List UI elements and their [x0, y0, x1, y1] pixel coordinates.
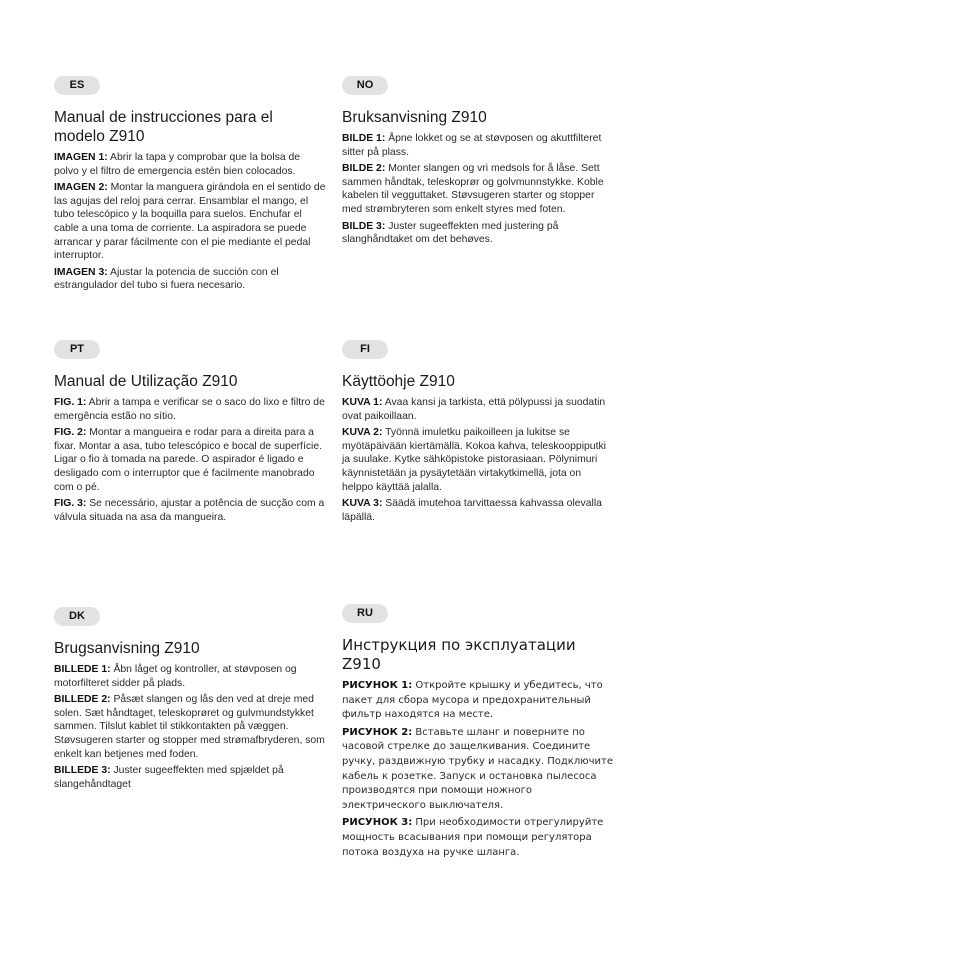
instruction-step-3: BILLEDE 3: Juster sugeeffekten med spjældet på slangehåndtaget — [54, 765, 284, 790]
section-ru — [342, 603, 614, 863]
section-title-dk: Brugsanvisning Z910 — [54, 640, 200, 657]
instruction-step-2: KUVA 2: Työnnä imuletku paikoilleen ja lukitse se myötäpäivään kiertämällä. Kokoa kahva, teleskooppiputki ja suulake. Kytke sähköpistoke pistorasiaan. Pölynimuri käynnistetään ja pysäytetään virtakytkimellä, jota on helppo käyttää jalalla. — [342, 427, 606, 493]
instruction-step-1: РИСУНОК 1: Откройте крышку и убедитесь, что пакет для сбора мусора и предохранительный фильтр находятся на месте. — [342, 680, 603, 721]
section-title-pt: Manual de Utilização Z910 — [54, 373, 238, 390]
section-title-ru: Инструкция по эксплуатации Z910 — [342, 636, 576, 673]
language-badge-ru: RU — [342, 604, 388, 623]
instruction-step-1: BILLEDE 1: Åbn låget og kontroller, at støvposen og motorfilteret sidder på plads. — [54, 664, 297, 689]
language-badge-fi: FI — [342, 340, 388, 359]
instruction-step-3: FIG. 3: Se necessário, ajustar a potência de sucção com a válvula situada na asa da mangueira. — [54, 498, 325, 523]
language-badge-es: ES — [54, 76, 100, 95]
section-title-es: Manual de instrucciones para el modelo Z910 — [54, 109, 273, 145]
language-badge-dk: DK — [54, 607, 100, 626]
instruction-step-2: BILDE 2: Monter slangen og vri medsols for å låse. Sett sammen håndtak, teleskoprør og golvmunnstykke. Koble kabelen til vegguttaket. Støvsugeren starter og stopper med strømbryteren som enkelt styres med foten. — [342, 163, 604, 215]
instruction-step-1: FIG. 1: Abrir a tampa e verificar se o saco do lixo e filtro de emergência estão no sítio. — [54, 397, 325, 422]
instruction-step-1: KUVA 1: Avaa kansi ja tarkista, että pölypussi ja suodatin ovat paikoillaan. — [342, 397, 606, 422]
section-es — [54, 75, 326, 296]
instruction-step-1: IMAGEN 1: Abrir la tapa y comprobar que la bolsa de polvo y el filtro de emergencia estén bien colocados. — [54, 152, 301, 177]
section-dk — [54, 606, 326, 794]
section-pt — [54, 339, 326, 527]
section-title-no: Bruksanvisning Z910 — [342, 109, 487, 126]
instruction-step-2: BILLEDE 2: Påsæt slangen og lås den ved at dreje med solen. Sæt håndtaget, teleskoprøret og gulvmundstykket sammen. Tilslut kablet til stikkontakten på væggen. Støvsugeren starter og stopper med strømafbryderen, som enkelt kan betjenes med foden. — [54, 694, 325, 760]
language-badge-pt: PT — [54, 340, 100, 359]
instruction-step-1: BILDE 1: Åpne lokket og se at støvposen og akuttfilteret sitter på plass. — [342, 133, 602, 158]
section-no — [342, 75, 614, 250]
instruction-step-2: IMAGEN 2: Montar la manguera girándola en el sentido de las agujas del reloj para cerrar. Ensamblar el mango, el tubo telescópico y la boquilla para suelos. Enchufar el cable a una toma de corriente. La aspiradora se puede arrancar y parar fácilmente con el pie mediante el pedal interruptor. — [54, 182, 326, 262]
section-fi — [342, 339, 614, 527]
instruction-step-3: РИСУНОК 3: При необходимости отрегулируйте мощность всасывания при помощи регулятора потока воздуха на ручке шланга. — [342, 817, 604, 858]
instruction-step-3: BILDE 3: Juster sugeeffekten med justering på slanghåndtaket om det behøves. — [342, 220, 559, 246]
section-title-fi: Käyttöohje Z910 — [342, 373, 455, 390]
language-badge-no: NO — [342, 76, 388, 95]
instruction-step-2: РИСУНОК 2: Вставьте шланг и поверните по часовой стрелке до защелкивания. Соедините ручку, раздвижную трубку и насадку. Подключите кабель к розетке. Запуск и остановка пылесоса производятся при помощи ножного электрического выключателя. — [342, 726, 614, 811]
instruction-step-3: IMAGEN 3: Ajustar la potencia de succión con el estrangulador del tubo si fuera necesario. — [54, 266, 279, 292]
instruction-step-3: KUVA 3: Säädä imutehoa tarvittaessa kahvassa olevalla läpällä. — [342, 498, 602, 523]
instruction-step-2: FIG. 2: Montar a mangueira e rodar para a direita para a fixar. Montar a asa, tubo telescópico e bocal de superfície. Ligar o fio à tomada na parede. O aspirador é ligado e desligado com o interruptor que é facilmente manobrado com o pé. — [54, 427, 322, 493]
